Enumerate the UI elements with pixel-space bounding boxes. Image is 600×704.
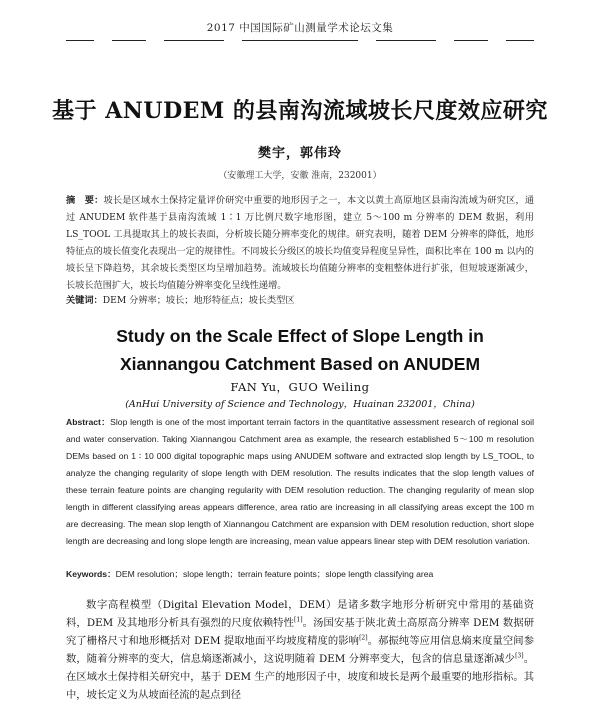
header-rule-segment [164,40,224,41]
chinese-abstract-label: 摘 要： [66,195,104,206]
chinese-keywords-text: DEM 分辨率；坡长；地形特征点；坡长类型区 [102,295,295,306]
english-abstract-label: Abstract： [66,417,111,427]
running-head: 2017 中国国际矿山测量学术论坛文集 [206,22,394,34]
body-paragraph [66,596,534,704]
english-affiliation: (AnHui University of Science and Technology，Huainan 232001，China) [125,399,475,410]
body-text-2: 。汤国安基于陕北黄土高原高分辨率 DEM 数据研究了栅格尺寸和地形概括对 DEM 提取地面平均坡度精度的影响 [66,617,534,647]
header-rule-segment [376,40,436,41]
chinese-title: 基于 ANUDEM 的县南沟流域坡长尺度效应研究 [52,98,548,124]
header-rule-segment [506,40,534,41]
chinese-keywords-label: 关键词： [66,295,103,306]
chinese-abstract-text: 坡长是区域水土保持定量评价研究中重要的地形因子之一，本文以黄土高原地区县南沟流域为研究区，通过 ANUDEM 软件基于县南沟流域 1∶1 万比例尺数字地形图，建立 5～100 m 分辨率的 DEM 数据，利用 LS_TOOL 工具提取其上的坡长表面，分析坡长随分辨率变化的规律。研究表明，随着 DEM 分辨率的降低，地形特征点的坡长值变化表现出一定的规律性。不同坡长分级区的坡长均值变异程度呈异性，面积比率在 100 m 以内的坡长呈下降趋势，其余坡长类型区均呈增加趋势。流域坡长均值随分辨率的变粗整体进行扩张，但短坡逐渐减少，长坡长范围扩大，坡长均值随分辨率变化呈线性递增。 [66,195,535,291]
citation-2: [2] [359,634,368,642]
header-rule-segment [454,40,488,41]
header-rule-segment [242,40,358,41]
english-abstract-text: Slop length is one of the most important terrain factors in the quantitative assessment research of regional soil and water conservation. Taking Xiannangou Catchment area as example, the research established 5～100 m resolution DEMs based on 1 ∶ 10 000 digital topographic maps using ANUDEM software and extracted slop length by LS_TOOL, to analyze the changing regularity of slope length with DEM resolution. The results indicates that the slop length values of these terrain feature points are changing regularity with DEM resolution reduction. The changing regularity of mean slop length in different classifying areas appears difference, area ratio are increasing in all classifying areas except the 100 m are decreasing. The mean slop length of Xiannangou Catchment are expansion with DEM resolution reduction, short slope length are decreasing and long slope length are increasing, mean value appears linear step with DEM resolution variation. [66,417,534,546]
english-title-line-1: Study on the Scale Effect of Slope Length in [116,326,484,346]
header-rule-segment [112,40,146,41]
english-keywords-label: Keywords： [66,569,116,579]
english-keywords [66,568,534,580]
body-text-4: 。在区域水土保持相关研究中，基于 DEM 生产的地形因子中，坡度和坡长是两个最重要的地形指标。其中，坡长定义为从坡面径流的起点到径 [66,653,534,701]
chinese-keywords [66,292,534,306]
chinese-abstract [66,192,534,294]
header-rule-segment [66,40,94,41]
chinese-authors: 樊宇，郭伟玲 [257,146,342,161]
chinese-affiliation: （安徽理工大学，安徽 淮南，232001） [218,171,382,181]
citation-1: [1] [294,616,303,624]
english-keywords-text: DEM resolution；slope length；terrain feature points；slope length classifying area [115,569,434,579]
header-rule [66,40,534,44]
english-title [0,322,600,378]
english-abstract [66,414,534,550]
english-authors: FAN Yu，GUO Weiling [230,380,370,394]
citation-3: [3] [515,652,524,660]
body-text-1: 数字高程模型（Digital Elevation Model，DEM）是诸多数字地形分析研究中常用的基础资料，DEM 及其地形分析具有强烈的尺度依赖特性 [66,599,534,629]
body-text-3: 。郝振纯等应用信息熵来度量空间参数，随着分辨率的变大，信息熵逐渐减小，这说明随着 DEM 分辨率变大，包含的信息量逐渐减少 [66,635,534,665]
english-title-line-2: Xiannangou Catchment Based on ANUDEM [119,354,481,374]
